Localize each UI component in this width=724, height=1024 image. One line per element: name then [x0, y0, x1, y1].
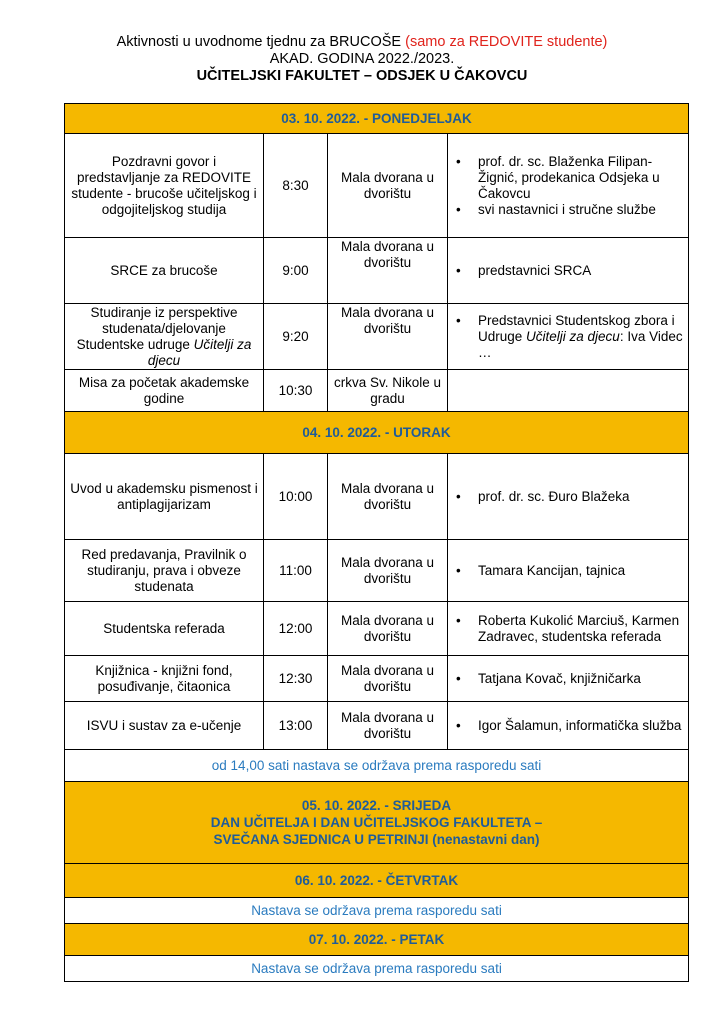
people-cell — [448, 454, 689, 540]
day-header-wednesday: 05. 10. 2022. - SRIJEDA DAN UČITELJA I DAN UČITELJSKOG FAKULTETA – SVEČANA SJEDNICA U PETRINJI (nenastavni dan) — [65, 782, 689, 864]
list-item: • Igor Šalamun, informatička služba — [452, 718, 684, 734]
list-item: • svi nastavnici i stručne službe — [452, 202, 684, 218]
time-cell: 11:00 — [264, 540, 328, 602]
people-cell — [448, 134, 689, 238]
note-row-friday: Nastava se održava prema rasporedu sati — [65, 956, 689, 982]
people-cell — [448, 602, 689, 656]
day-header-friday: 07. 10. 2022. - PETAK — [65, 924, 689, 956]
time-cell: 10:00 — [264, 454, 328, 540]
note-row-tuesday: od 14,00 sati nastava se održava prema rasporedu sati — [65, 750, 689, 782]
place-cell: crkva Sv. Nikole u gradu — [328, 370, 448, 412]
list-item: • Predstavnici Studentskog zbora i Udruge Učitelji za djecu: Iva Videc … — [452, 313, 684, 361]
time-cell: 9:00 — [264, 238, 328, 304]
activity-cell: Knjižnica - knjižni fond, posuđivanje, čitaonica — [65, 656, 264, 702]
table-row — [65, 134, 689, 238]
people-cell — [448, 370, 689, 412]
note-row-thursday: Nastava se održava prema rasporedu sati — [65, 898, 689, 924]
list-item: • prof. dr. sc. Blaženka Filipan-Žignić, prodekanica Odsjeka u Čakovcu — [452, 154, 684, 202]
activity-cell: SRCE za brucoše — [65, 238, 264, 304]
people-cell — [448, 540, 689, 602]
table-row — [65, 602, 689, 656]
list-item: • Roberta Kukolić Marciuš, Karmen Zadravec, studentska referada — [452, 613, 684, 645]
activity-cell: ISVU i sustav za e-učenje — [65, 702, 264, 750]
list-item: • predstavnici SRCA — [452, 263, 684, 279]
place-cell: Mala dvorana u dvorištu — [328, 238, 448, 304]
activity-cell: Pozdravni govor i predstavljanje za REDOVITE studente - brucoše učiteljskog i odgojiteljskog studija — [65, 134, 264, 238]
header-line-3: UČITELJSKI FAKULTET – ODSJEK U ČAKOVCU — [196, 68, 528, 84]
place-cell: Mala dvorana u dvorištu — [328, 602, 448, 656]
list-item: • Tatjana Kovač, knjižničarka — [452, 671, 684, 687]
table-row — [65, 238, 689, 304]
header-line-2: AKAD. GODINA 2022./2023. — [269, 51, 455, 67]
table-row — [65, 656, 689, 702]
activity-cell: Studiranje iz perspektive studenata/djelovanje Studentske udruge Učitelji za djecu — [65, 304, 264, 370]
day-header-thursday: 06. 10. 2022. - ČETVRTAK — [65, 864, 689, 898]
time-cell: 8:30 — [264, 134, 328, 238]
table-row — [65, 702, 689, 750]
place-cell: Mala dvorana u dvorištu — [328, 454, 448, 540]
day-header-tuesday: 04. 10. 2022. - UTORAK — [65, 412, 689, 454]
time-cell: 12:30 — [264, 656, 328, 702]
activity-cell: Misa za početak akademske godine — [65, 370, 264, 412]
activity-cell: Uvod u akademsku pismenost i antiplagijarizam — [65, 454, 264, 540]
document-header — [0, 34, 724, 85]
table-row — [65, 304, 689, 370]
table-row — [65, 540, 689, 602]
activity-cell: Red predavanja, Pravilnik o studiranju, prava i obveze studenata — [65, 540, 264, 602]
table-row — [65, 370, 689, 412]
people-cell — [448, 702, 689, 750]
header-regular-note: (samo za REDOVITE studente) — [405, 34, 608, 50]
place-cell: Mala dvorana u dvorištu — [328, 540, 448, 602]
list-item: • Tamara Kancijan, tajnica — [452, 563, 684, 579]
place-cell: Mala dvorana u dvorištu — [328, 134, 448, 238]
place-cell: Mala dvorana u dvorištu — [328, 702, 448, 750]
schedule-table — [64, 103, 689, 982]
day-header-monday: 03. 10. 2022. - PONEDJELJAK — [65, 104, 689, 134]
activity-cell: Studentska referada — [65, 602, 264, 656]
time-cell: 13:00 — [264, 702, 328, 750]
people-cell — [448, 238, 689, 304]
people-cell — [448, 304, 689, 370]
time-cell: 12:00 — [264, 602, 328, 656]
place-cell: Mala dvorana u dvorištu — [328, 304, 448, 370]
people-cell — [448, 656, 689, 702]
place-cell: Mala dvorana u dvorištu — [328, 656, 448, 702]
time-cell: 9:20 — [264, 304, 328, 370]
list-item: • prof. dr. sc. Đuro Blažeka — [452, 489, 684, 505]
table-row — [65, 454, 689, 540]
header-line-1: Aktivnosti u uvodnome tjednu za BRUCOŠE (samo za REDOVITE studente) — [116, 34, 608, 50]
time-cell: 10:30 — [264, 370, 328, 412]
